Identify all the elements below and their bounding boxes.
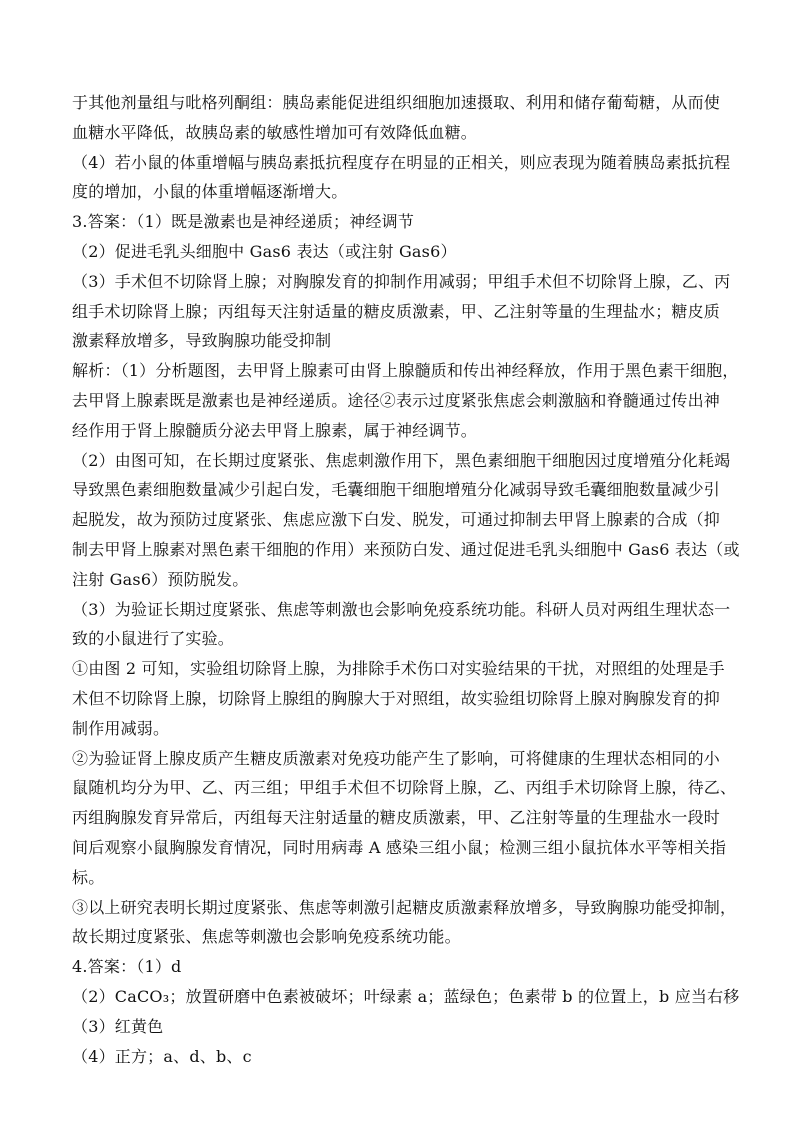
text-line: 经作用于肾上腺髓质分泌去甲肾上腺素，属于神经调节。 [72, 420, 478, 440]
text-line: （3）红黄色 [72, 1016, 164, 1036]
text-line: 注射 Gas6）预防脱发。 [72, 569, 249, 589]
text-line: 制作用减弱。 [72, 718, 170, 738]
text-line: 去甲肾上腺素既是激素也是神经递质。途径②表示过度紧张焦虑会刺激脑和脊髓通过传出神 [72, 390, 721, 410]
text-line: 致的小鼠进行了实验。 [72, 629, 235, 649]
text-line: （3）为验证长期过度紧张、焦虑等刺激也会影响免疫系统功能。科研人员对两组生理状态一 [72, 599, 731, 619]
document-page [72, 88, 742, 1071]
text-line: ①由图 2 可知，实验组切除肾上腺，为排除手术伤口对实验结果的干扰，对照组的处理是手 [72, 659, 725, 679]
text-line: 故长期过度紧张、焦虑等刺激也会影响免疫系统功能。 [72, 927, 461, 947]
text-line: （4）正方；a、d、b、c [72, 1046, 252, 1066]
text-line: ③以上研究表明长期过度紧张、焦虑等刺激引起糖皮质激素释放增多，导致胸腺功能受抑制， [72, 897, 737, 917]
text-line: 制去甲肾上腺素对黑色素干细胞的作用）来预防白发、通过促进毛乳头细胞中 Gas6 表达（或 [72, 539, 740, 559]
text-line: 度的增加，小鼠的体重增幅逐渐增大。 [72, 182, 348, 202]
text-line: 导致黑色素细胞数量减少引起白发，毛囊细胞干细胞增殖分化减弱导致毛囊细胞数量减少引 [72, 480, 721, 500]
text-line: 组手术切除肾上腺；丙组每天注射适量的糖皮质激素，甲、乙注射等量的生理盐水；糖皮质 [72, 301, 721, 321]
answer-heading-3: 3.答案：（1）既是激素也是神经递质；神经调节 [72, 212, 415, 232]
text-line: 激素释放增多，导致胸腺功能受抑制 [72, 331, 332, 351]
text-line: （2）由图可知，在长期过度紧张、焦虑刺激作用下，黑色素细胞干细胞因过度增殖分化耗竭 [72, 450, 731, 470]
text-line: 鼠随机均分为甲、乙、丙三组；甲组手术但不切除肾上腺，乙、丙组手术切除肾上腺，待乙、 [72, 778, 737, 798]
text-line: ②为验证肾上腺皮质产生糖皮质激素对免疫功能产生了影响，可将健康的生理状态相同的小 [72, 748, 721, 768]
text-line: 于其他剂量组与吡格列酮组：胰岛素能促进组织细胞加速摄取、利用和储存葡萄糖，从而使 [72, 93, 721, 112]
text-line: 血糖水平降低，故胰岛素的敏感性增加可有效降低血糖。 [72, 122, 478, 142]
text-line: 标。 [72, 867, 105, 887]
text-line: 丙组胸腺发育异常后，丙组每天注射适量的糖皮质激素，甲、乙注射等量的生理盐水一段时 [72, 808, 721, 828]
text-line: （2）CaCO₃；放置研磨中色素被破坏；叶绿素 a；蓝绿色；色素带 b 的位置上，b 应当右移 [72, 986, 740, 1006]
text-line: 间后观察小鼠胸腺发育情况，同时用病毒 A 感染三组小鼠；检测三组小鼠抗体水平等相关指 [72, 837, 727, 857]
text-line: 术但不切除肾上腺，切除肾上腺组的胸腺大于对照组，故实验组切除肾上腺对胸腺发育的抑 [72, 688, 721, 708]
answer-heading-4: 4.答案：（1）d [72, 957, 182, 977]
text-line: （4）若小鼠的体重增幅与胰岛素抵抗程度存在明显的正相关，则应表现为随着胰岛素抵抗程 [72, 152, 731, 172]
text-line: 起脱发，故为预防过度紧张、焦虑应激下白发、脱发，可通过抑制去甲肾上腺素的合成（抑 [72, 510, 721, 530]
analysis-heading: 解析：（1）分析题图，去甲肾上腺素可由肾上腺髓质和传出神经释放，作用于黑色素干细胞， [72, 361, 739, 381]
text-line: （2）促进毛乳头细胞中 Gas6 表达（或注射 Gas6） [72, 241, 457, 261]
text-line: （3）手术但不切除肾上腺；对胸腺发育的抑制作用减弱；甲组手术但不切除肾上腺，乙、丙 [72, 271, 731, 291]
